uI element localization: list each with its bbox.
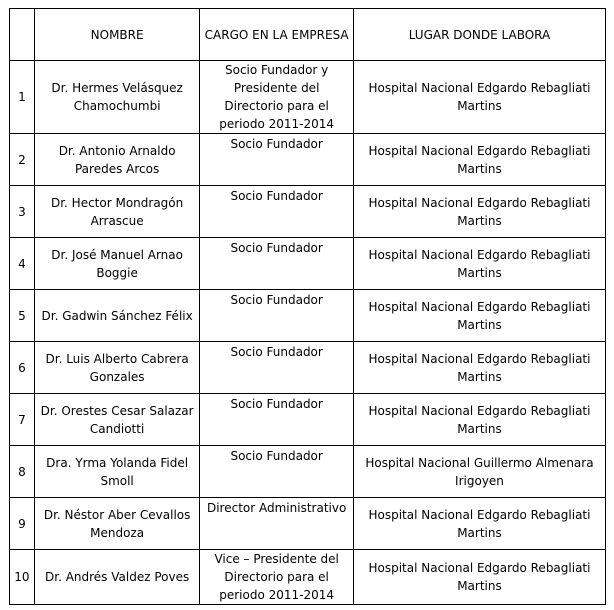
- row-number: 2: [10, 134, 35, 186]
- table-row: [10, 134, 606, 186]
- table-row: [10, 61, 606, 134]
- member-name: Dr. Gadwin Sánchez Félix: [34, 290, 199, 342]
- member-name: Dr. Orestes Cesar Salazar Candiotti: [34, 394, 199, 446]
- member-cargo: Socio Fundador: [200, 238, 354, 290]
- member-cargo: Socio Fundador y Presidente del Directorio para el periodo 2011-2014: [200, 61, 354, 134]
- member-name: Dr. Hector Mondragón Arrascue: [34, 186, 199, 238]
- member-cargo: Socio Fundador: [200, 394, 354, 446]
- row-number: 5: [10, 290, 35, 342]
- header-name: NOMBRE: [34, 9, 199, 61]
- member-cargo: Vice – Presidente del Directorio para el periodo 2011-2014: [200, 550, 354, 605]
- table-row: [10, 290, 606, 342]
- row-number: 10: [10, 550, 35, 605]
- member-lugar: Hospital Nacional Edgardo Rebagliati Martins: [353, 238, 605, 290]
- row-number: 8: [10, 446, 35, 498]
- member-lugar: Hospital Nacional Edgardo Rebagliati Martins: [353, 550, 605, 605]
- row-number: 7: [10, 394, 35, 446]
- member-name: Dr. Antonio Arnaldo Paredes Arcos: [34, 134, 199, 186]
- members-table: [9, 8, 606, 605]
- member-lugar: Hospital Nacional Edgardo Rebagliati Martins: [353, 394, 605, 446]
- member-lugar: Hospital Nacional Edgardo Rebagliati Martins: [353, 134, 605, 186]
- member-name: Dr. José Manuel Arnao Boggie: [34, 238, 199, 290]
- member-lugar: Hospital Nacional Edgardo Rebagliati Martins: [353, 186, 605, 238]
- member-name: Dr. Luis Alberto Cabrera Gonzales: [34, 342, 199, 394]
- row-number: 4: [10, 238, 35, 290]
- member-lugar: Hospital Nacional Edgardo Rebagliati Martins: [353, 498, 605, 550]
- member-cargo: Socio Fundador: [200, 186, 354, 238]
- table-row: [10, 550, 606, 605]
- table-row: [10, 498, 606, 550]
- row-number: 1: [10, 61, 35, 134]
- row-number: 6: [10, 342, 35, 394]
- member-lugar: Hospital Nacional Edgardo Rebagliati Martins: [353, 61, 605, 134]
- table-row: [10, 186, 606, 238]
- member-name: Dr. Hermes Velásquez Chamochumbi: [34, 61, 199, 134]
- member-lugar: Hospital Nacional Edgardo Rebagliati Martins: [353, 290, 605, 342]
- row-number: 9: [10, 498, 35, 550]
- table-row: [10, 394, 606, 446]
- header-num: [10, 9, 35, 61]
- header-row: [10, 9, 606, 61]
- header-lugar: LUGAR DONDE LABORA: [353, 9, 605, 61]
- member-cargo: Socio Fundador: [200, 134, 354, 186]
- member-cargo: Socio Fundador: [200, 342, 354, 394]
- row-number: 3: [10, 186, 35, 238]
- member-cargo: Director Administrativo: [200, 498, 354, 550]
- header-cargo: CARGO EN LA EMPRESA: [200, 9, 354, 61]
- member-name: Dr. Andrés Valdez Poves: [34, 550, 199, 605]
- member-cargo: Socio Fundador: [200, 290, 354, 342]
- member-lugar: Hospital Nacional Edgardo Rebagliati Martins: [353, 342, 605, 394]
- table-row: [10, 342, 606, 394]
- table-row: [10, 446, 606, 498]
- table-row: [10, 238, 606, 290]
- member-lugar: Hospital Nacional Guillermo Almenara Irigoyen: [353, 446, 605, 498]
- member-cargo: Socio Fundador: [200, 446, 354, 498]
- member-name: Dr. Néstor Aber Cevallos Mendoza: [34, 498, 199, 550]
- member-name: Dra. Yrma Yolanda Fidel Smoll: [34, 446, 199, 498]
